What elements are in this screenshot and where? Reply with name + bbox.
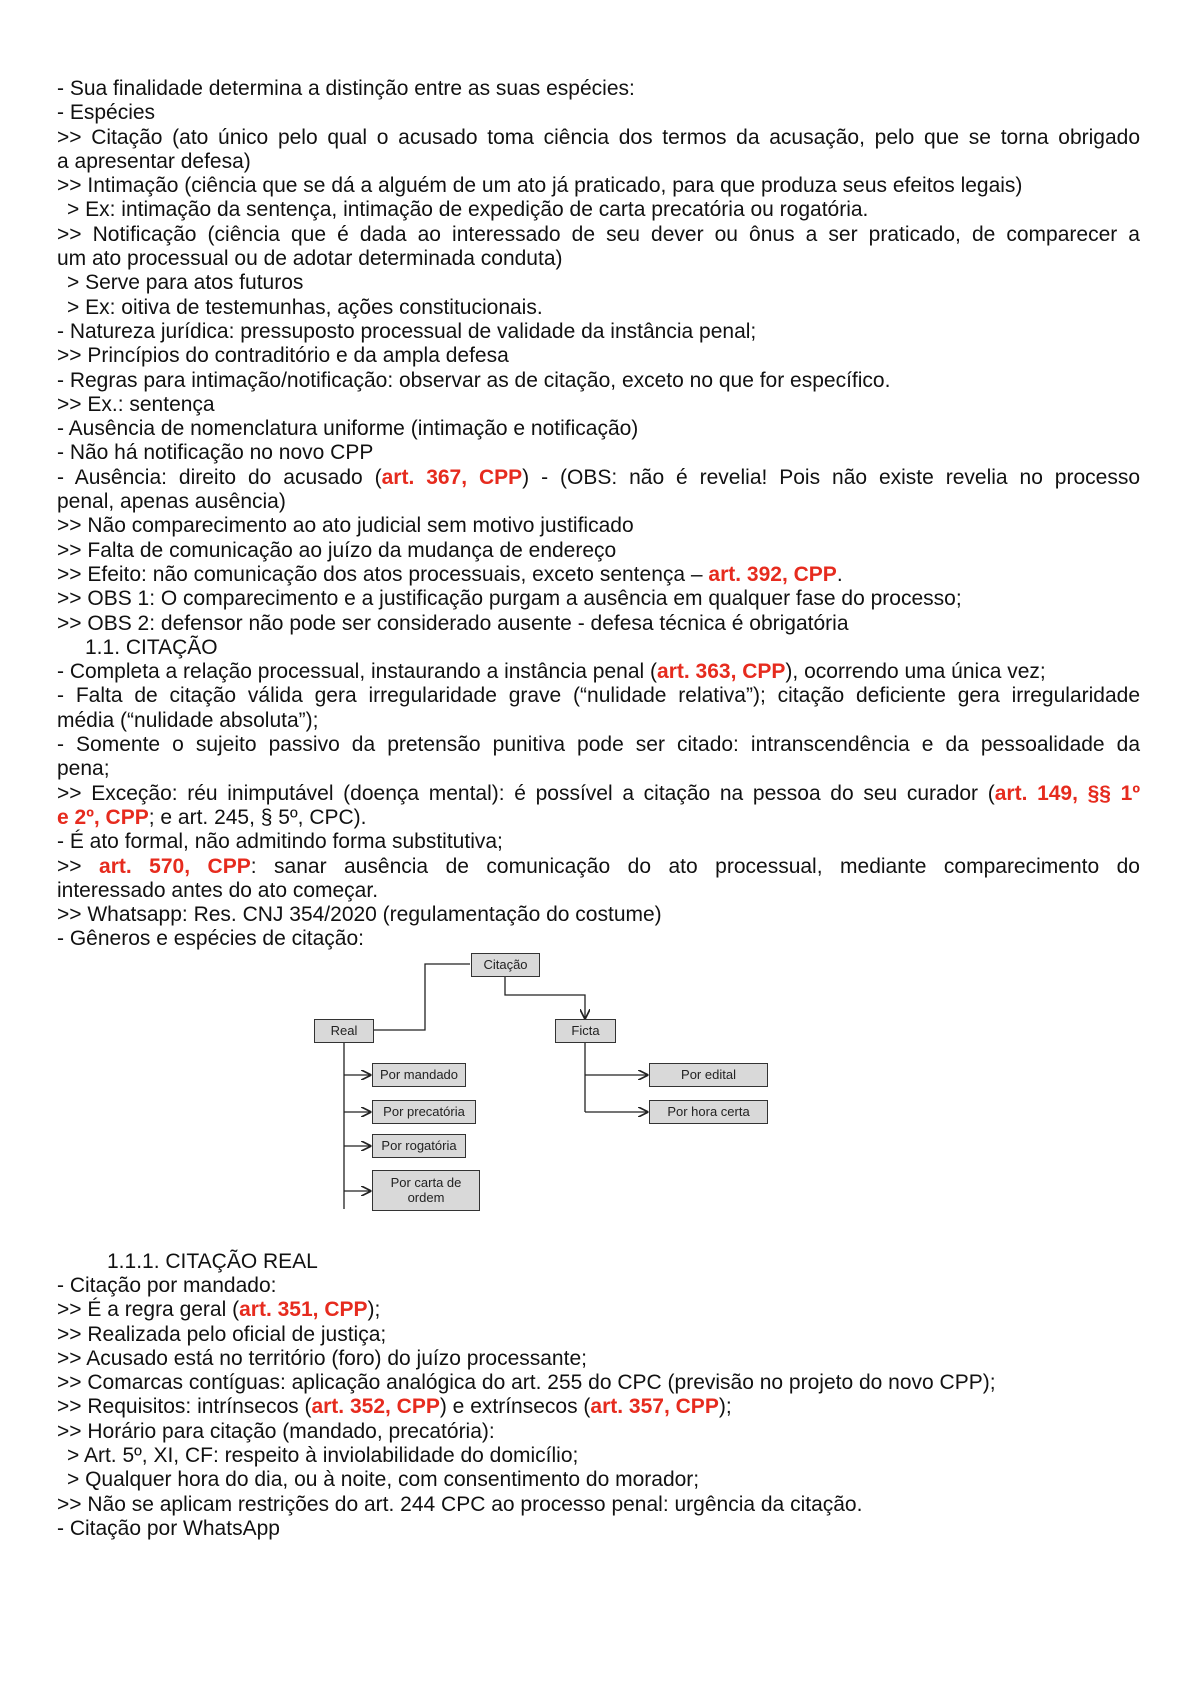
text-line: - Gêneros e espécies de citação: [57, 927, 365, 951]
diagram-connectors [57, 952, 1140, 1250]
text-line: - Natureza jurídica: pressuposto processual de validade da instância penal; [57, 319, 757, 343]
text-line: - Somente o sujeito passivo da pretensão punitiva pode ser citado: intranscendência e da pessoalidade da [57, 733, 1140, 757]
text-span: - Ausência: direito do acusado ( [57, 465, 382, 489]
legal-reference: art. 392, CPP [708, 562, 837, 586]
text-span: ) e extrínsecos ( [439, 1395, 591, 1419]
diagram-node-por-precatoria: Por precatória [372, 1100, 476, 1124]
text-span: ) - (OBS: não é revelia! Pois não existe revelia no processo [522, 465, 1141, 489]
legal-reference: art. 149, §§ 1º [994, 781, 1140, 805]
text-line: - Espécies [57, 101, 156, 125]
diagram-node-por-mandado: Por mandado [372, 1063, 466, 1087]
text-span: >> É a regra geral ( [57, 1298, 240, 1322]
text-span: >> Exceção: réu inimputável (doença mental): é possível a citação na pessoa do seu curador ( [57, 781, 995, 805]
text-line [57, 855, 1140, 879]
text-line: > Art. 5º, XI, CF: respeito à inviolabilidade do domicílio; [67, 1444, 579, 1468]
connector-root-real [362, 964, 470, 1030]
text-line: pena; [57, 757, 110, 781]
legal-reference: art. 363, CPP [657, 660, 786, 684]
text-span: >> [57, 854, 100, 878]
text-line: a apresentar defesa) [57, 149, 251, 173]
legal-reference: art. 570, CPP [99, 854, 251, 878]
text-span: ), ocorrendo uma única vez; [785, 660, 1046, 684]
diagram-node-por-hora-certa: Por hora certa [649, 1100, 768, 1124]
diagram-node-citacao: Citação [471, 953, 540, 977]
text-line: > Ex: oitiva de testemunhas, ações constitucionais. [67, 295, 543, 319]
text-line: >> Comarcas contíguas: aplicação analógica do art. 255 do CPC (previsão no projeto do novo CPP); [57, 1371, 996, 1395]
text-line: >> OBS 1: O comparecimento e a justificação purgam a ausência em qualquer fase do processo; [57, 587, 962, 611]
text-line: >> Whatsapp: Res. CNJ 354/2020 (regulamentação do costume) [57, 903, 662, 927]
text-line [57, 806, 1140, 830]
text-line: interessado antes do ato começar. [57, 878, 379, 902]
text-line: >> Falta de comunicação ao juízo da mudança de endereço [57, 538, 617, 562]
diagram-node-por-rogatoria: Por rogatória [372, 1134, 466, 1158]
text-line: > Serve para atos futuros [67, 271, 304, 295]
legal-reference: art. 367, CPP [381, 465, 523, 489]
text-line: - Citação por WhatsApp [57, 1516, 280, 1540]
text-span: ; e art. 245, § 5º, CPC). [148, 805, 367, 829]
text-line [57, 782, 1140, 806]
text-line: - Sua finalidade determina a distinção entre as suas espécies: [57, 77, 635, 100]
section-heading: 1.1. CITAÇÃO [85, 635, 218, 659]
connector-root-ficta [505, 976, 585, 1018]
diagram-node-por-carta-de-ordem: Por carta de ordem [372, 1170, 480, 1211]
text-line: - É ato formal, não admitindo forma substitutiva; [57, 830, 503, 854]
text-line: >> Acusado está no território (foro) do juízo processante; [57, 1346, 587, 1370]
text-line: >> Ex.: sentença [57, 392, 215, 416]
text-line: >> Citação (ato único pelo qual o acusado toma ciência dos termos da acusação, pelo que se torna obrigado [57, 125, 1140, 149]
legal-reference: art. 357, CPP [590, 1395, 719, 1419]
text-line [57, 563, 1140, 587]
text-line: - Regras para intimação/notificação: observar as de citação, exceto no que for específico. [57, 368, 891, 392]
text-line: >> Princípios do contraditório e da ampla defesa [57, 344, 509, 368]
text-line [57, 660, 1140, 684]
text-line: um ato processual ou de adotar determinada conduta) [57, 247, 563, 271]
text-line [57, 1395, 1140, 1419]
text-line: >> Realizada pelo oficial de justiça; [57, 1322, 387, 1346]
legal-reference: art. 351, CPP [239, 1298, 368, 1322]
text-line: penal, apenas ausência) [57, 490, 286, 514]
text-span: : sanar ausência de comunicação do ato processual, mediante comparecimento do [250, 854, 1140, 878]
text-span: - Completa a relação processual, instaurando a instância penal ( [57, 660, 658, 684]
text-line: >> Intimação (ciência que se dá a alguém de um ato já praticado, para que produza seus efeitos legais) [57, 174, 1023, 198]
section-heading: 1.1.1. CITAÇÃO REAL [107, 1249, 318, 1273]
text-span: . [836, 562, 843, 586]
text-line: >> Horário para citação (mandado, precatória): [57, 1419, 495, 1443]
diagram-node-ficta: Ficta [555, 1019, 616, 1043]
text-line [57, 466, 1140, 490]
legal-reference: e 2º, CPP [57, 805, 149, 829]
text-line: - Falta de citação válida gera irregularidade grave (“nulidade relativa”); citação deficiente gera irregularidade [57, 684, 1140, 708]
text-span: ); [718, 1395, 732, 1419]
legal-reference: art. 352, CPP [311, 1395, 440, 1419]
text-line: >> Não se aplicam restrições do art. 244 CPC ao processo penal: urgência da citação. [57, 1492, 863, 1516]
diagram-node-real: Real [314, 1019, 374, 1043]
text-line: >> OBS 2: defensor não pode ser considerado ausente - defesa técnica é obrigatória [57, 611, 849, 635]
text-line: > Qualquer hora do dia, ou à noite, com consentimento do morador; [67, 1468, 700, 1492]
text-span: >> Requisitos: intrínsecos ( [57, 1395, 312, 1419]
text-line: média (“nulidade absoluta”); [57, 708, 319, 732]
text-line: >> Notificação (ciência que é dada ao interessado de seu dever ou ônus a ser praticado, de comparecer a [57, 222, 1140, 246]
diagram-node-por-edital: Por edital [649, 1063, 768, 1087]
text-line: - Não há notificação no novo CPP [57, 441, 374, 465]
text-line: >> Não comparecimento ao ato judicial sem motivo justificado [57, 514, 634, 538]
text-line [57, 1298, 1140, 1322]
text-line: > Ex: intimação da sentença, intimação de expedição de carta precatória ou rogatória. [67, 198, 869, 222]
citation-types-diagram [57, 952, 1140, 1250]
text-line: - Citação por mandado: [57, 1273, 277, 1297]
text-line: - Ausência de nomenclatura uniforme (intimação e notificação) [57, 417, 639, 441]
document-page [57, 77, 1140, 1541]
text-span: ); [367, 1298, 381, 1322]
text-span: >> Efeito: não comunicação dos atos processuais, exceto sentença – [57, 562, 709, 586]
